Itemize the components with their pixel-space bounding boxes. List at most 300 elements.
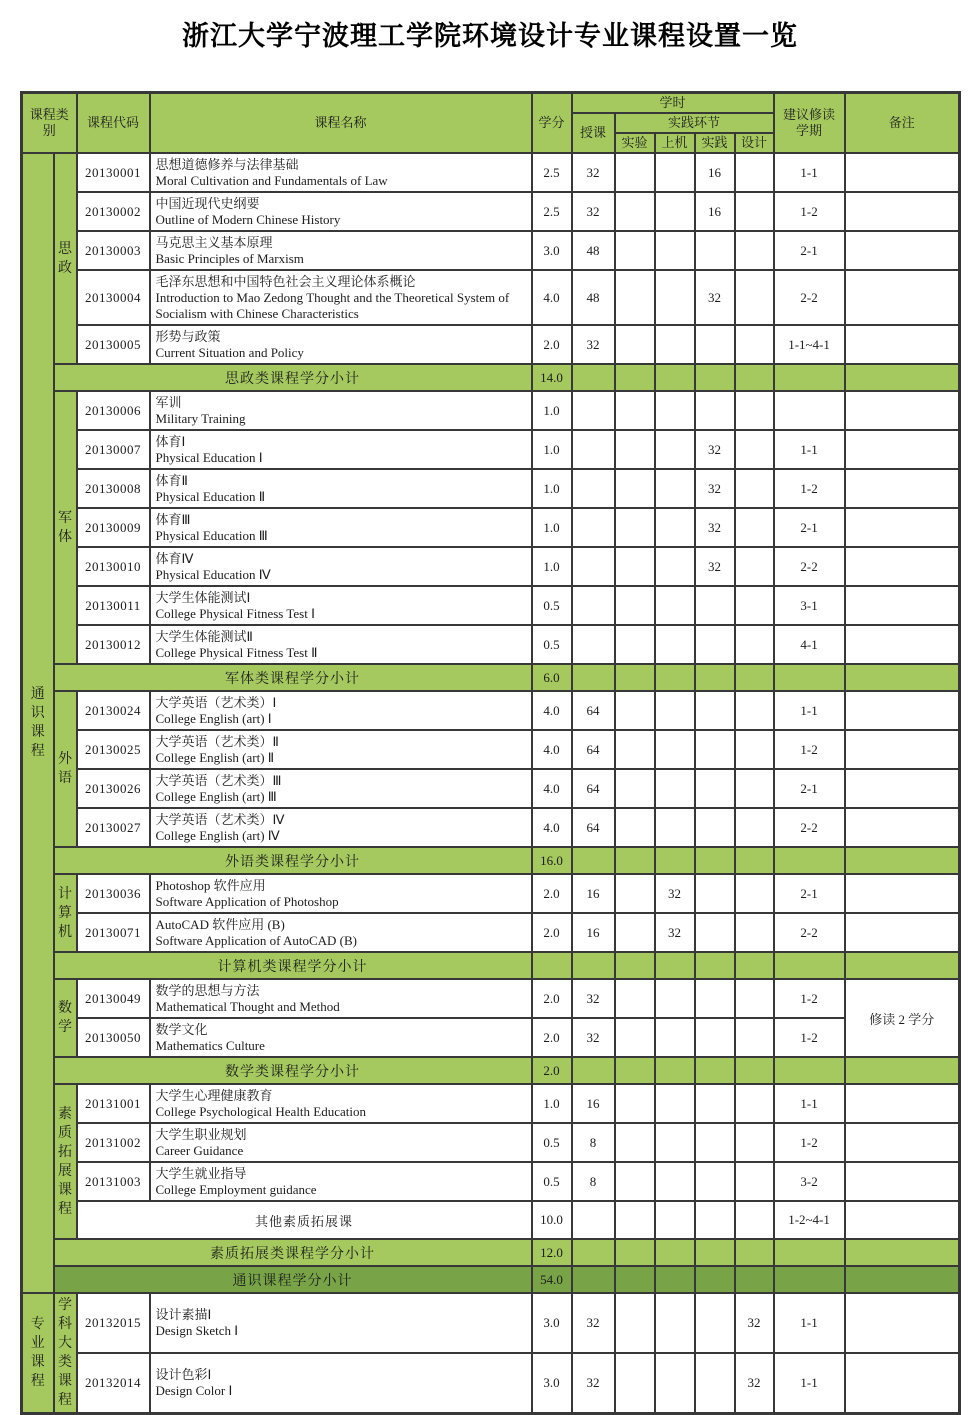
course-name-zh: 形势与政策	[155, 329, 221, 344]
course-name-en: Design Color Ⅰ	[155, 1383, 233, 1399]
subtotal-label-cell: 军体类课程学分小计	[54, 664, 532, 691]
remark-cell	[845, 691, 960, 730]
computer-hours-cell	[655, 325, 695, 364]
course-row	[22, 1162, 960, 1201]
course-code-cell: 20130024	[77, 691, 150, 730]
lecture-hours-cell: 16	[572, 913, 615, 952]
credits-cell: 3.0	[532, 1353, 572, 1414]
lecture-hours-cell: 8	[572, 1162, 615, 1201]
remark-cell	[845, 1084, 960, 1123]
subtotal-label-cell: 通识课程学分小计	[54, 1266, 532, 1293]
practice-hours-cell	[695, 1123, 735, 1162]
remark-cell	[845, 1162, 960, 1201]
course-name-cell	[150, 508, 532, 547]
course-name-zh: 体育Ⅱ	[155, 473, 188, 488]
computer-hours-cell	[655, 691, 695, 730]
lab-hours-cell	[615, 1123, 655, 1162]
course-name-en: Software Application of AutoCAD (B)	[155, 933, 357, 948]
other-course-row	[22, 1201, 960, 1239]
inner-category-cell	[54, 153, 77, 364]
course-name-en: Moral Cultivation and Fundamentals of Law	[155, 173, 388, 188]
credits-cell: 0.5	[532, 1123, 572, 1162]
course-name-zh: 设计色彩Ⅰ	[155, 1367, 212, 1383]
lab-hours-cell	[615, 1239, 655, 1266]
credits-cell: 1.0	[532, 547, 572, 586]
semester-cell: 2-1	[774, 508, 845, 547]
course-row	[22, 979, 960, 1018]
computer-hours-cell: 32	[655, 874, 695, 913]
computer-hours-cell	[655, 952, 695, 979]
lab-hours-cell	[615, 391, 655, 430]
remark-cell	[845, 847, 960, 874]
computer-hours-cell	[655, 391, 695, 430]
lecture-hours-cell: 32	[572, 1353, 615, 1414]
course-name-en: Physical Education Ⅲ	[155, 528, 268, 543]
category-label: 数学	[58, 1001, 72, 1035]
course-code-cell: 20130006	[77, 391, 150, 430]
credits-cell: 2.0	[532, 1018, 572, 1057]
course-name-en: Software Application of Photoshop	[155, 894, 339, 909]
lecture-hours-cell: 64	[572, 730, 615, 769]
semester-cell	[774, 664, 845, 691]
credits-cell: 0.5	[532, 586, 572, 625]
course-code-cell: 20132014	[77, 1353, 150, 1414]
lab-hours-cell	[615, 1201, 655, 1239]
design-hours-cell	[735, 1162, 774, 1201]
practice-hours-cell	[695, 952, 735, 979]
lab-hours-cell	[615, 469, 655, 508]
practice-hours-cell	[695, 1057, 735, 1084]
course-name-en: Design Sketch Ⅰ	[155, 1323, 239, 1339]
remark-cell	[845, 1293, 960, 1353]
design-hours-cell	[735, 808, 774, 847]
practice-hours-cell: 32	[695, 270, 735, 325]
course-row	[22, 1018, 960, 1057]
lecture-hours-cell	[572, 847, 615, 874]
design-hours-cell: 32	[735, 1293, 774, 1353]
lab-hours-cell	[615, 1162, 655, 1201]
course-name-zh: 大学生心理健康教育	[155, 1088, 273, 1103]
lecture-hours-cell: 32	[572, 325, 615, 364]
header-name: 课程名称	[150, 93, 532, 154]
course-name-zh: 大学生就业指导	[155, 1166, 247, 1181]
design-hours-cell	[735, 691, 774, 730]
course-name-zh: 军训	[155, 395, 182, 410]
design-hours-cell	[735, 547, 774, 586]
course-code-cell: 20130011	[77, 586, 150, 625]
semester-cell: 1-1	[774, 691, 845, 730]
course-row	[22, 913, 960, 952]
subtotal-credits-cell: 2.0	[532, 1057, 572, 1084]
remark-cell	[845, 769, 960, 808]
design-hours-cell	[735, 1123, 774, 1162]
computer-hours-cell	[655, 1201, 695, 1239]
lecture-hours-cell	[572, 1201, 615, 1239]
course-code-cell: 20130050	[77, 1018, 150, 1057]
course-name-cell	[150, 1353, 532, 1414]
practice-hours-cell	[695, 1018, 735, 1057]
credits-cell: 2.0	[532, 979, 572, 1018]
document-page	[0, 14, 980, 1408]
semester-cell: 1-1	[774, 1293, 845, 1353]
design-hours-cell	[735, 847, 774, 874]
lab-hours-cell	[615, 979, 655, 1018]
design-hours-cell	[735, 364, 774, 391]
semester-cell: 1-2	[774, 192, 845, 231]
lab-hours-cell	[615, 664, 655, 691]
computer-hours-cell	[655, 469, 695, 508]
remark-cell	[845, 508, 960, 547]
semester-cell: 2-2	[774, 808, 845, 847]
course-name-cell	[150, 430, 532, 469]
course-code-cell: 20130003	[77, 231, 150, 270]
course-name-zh: 思想道德修养与法律基础	[155, 157, 299, 172]
course-row	[22, 231, 960, 270]
other-course-label-cell: 其他素质拓展课	[77, 1201, 532, 1239]
semester-cell: 1-1	[774, 430, 845, 469]
lecture-hours-cell: 64	[572, 769, 615, 808]
lecture-hours-cell: 32	[572, 1018, 615, 1057]
category-label: 专业课程	[30, 1317, 45, 1389]
computer-hours-cell	[655, 192, 695, 231]
page-title: 浙江大学宁波理工学院环境设计专业课程设置一览	[182, 21, 798, 51]
remark-cell	[845, 1353, 960, 1414]
subtotal-credits-cell: 6.0	[532, 664, 572, 691]
course-code-cell: 20130001	[77, 153, 150, 192]
semester-cell: 1-1~4-1	[774, 325, 845, 364]
course-code-cell: 20130007	[77, 430, 150, 469]
lab-hours-cell	[615, 913, 655, 952]
lecture-hours-cell	[572, 1266, 615, 1293]
practice-hours-cell	[695, 625, 735, 664]
header-hours: 学时	[572, 93, 774, 114]
outer-category-cell	[22, 153, 54, 1293]
inner-category-cell	[54, 391, 77, 664]
course-row	[22, 547, 960, 586]
course-name-cell	[150, 192, 532, 231]
course-code-cell: 20130002	[77, 192, 150, 231]
practice-hours-cell	[695, 1266, 735, 1293]
course-code-cell: 20130025	[77, 730, 150, 769]
course-name-cell	[150, 808, 532, 847]
lab-hours-cell	[615, 1293, 655, 1353]
design-hours-cell	[735, 270, 774, 325]
computer-hours-cell	[655, 1057, 695, 1084]
remark-cell: 修读 2 学分	[845, 979, 960, 1057]
lab-hours-cell	[615, 1057, 655, 1084]
lab-hours-cell	[615, 952, 655, 979]
lab-hours-cell	[615, 270, 655, 325]
subtotal-credits-cell	[532, 952, 572, 979]
semester-cell: 2-2	[774, 913, 845, 952]
course-name-en: College English (art) Ⅱ	[155, 750, 275, 765]
credits-cell: 2.0	[532, 325, 572, 364]
course-name-cell	[150, 913, 532, 952]
course-row	[22, 1123, 960, 1162]
lecture-hours-cell	[572, 625, 615, 664]
subtotal-credits-cell: 16.0	[532, 847, 572, 874]
design-hours-cell	[735, 1084, 774, 1123]
computer-hours-cell	[655, 808, 695, 847]
practice-hours-cell	[695, 325, 735, 364]
subtotal-label-cell: 思政类课程学分小计	[54, 364, 532, 391]
semester-cell: 4-1	[774, 625, 845, 664]
subtotal-row	[22, 664, 960, 691]
lecture-hours-cell: 64	[572, 808, 615, 847]
remark-cell	[845, 1123, 960, 1162]
course-name-cell	[150, 391, 532, 430]
remark-cell	[845, 430, 960, 469]
subtotal-label-cell: 素质拓展类课程学分小计	[54, 1239, 532, 1266]
remark-cell	[845, 913, 960, 952]
credits-cell: 1.0	[532, 391, 572, 430]
lab-hours-cell	[615, 1353, 655, 1414]
credits-cell: 1.0	[532, 430, 572, 469]
semester-cell	[774, 952, 845, 979]
practice-hours-cell	[695, 1162, 735, 1201]
credits-cell: 2.5	[532, 192, 572, 231]
practice-hours-cell	[695, 664, 735, 691]
semester-cell: 2-2	[774, 270, 845, 325]
category-label: 素质拓展课程	[58, 1106, 72, 1217]
design-hours-cell	[735, 1239, 774, 1266]
header-practice: 实践	[695, 133, 735, 153]
practice-hours-cell	[695, 808, 735, 847]
practice-hours-cell	[695, 730, 735, 769]
computer-hours-cell	[655, 364, 695, 391]
course-code-cell: 20130004	[77, 270, 150, 325]
semester-cell	[774, 1266, 845, 1293]
lab-hours-cell	[615, 625, 655, 664]
practice-hours-cell	[695, 1201, 735, 1239]
lecture-hours-cell: 32	[572, 153, 615, 192]
course-name-en: Basic Principles of Marxism	[155, 251, 304, 266]
practice-hours-cell: 16	[695, 153, 735, 192]
header-lecture: 授课	[572, 113, 615, 153]
subtotal-row	[22, 1239, 960, 1266]
lecture-hours-cell	[572, 508, 615, 547]
credits-cell: 0.5	[532, 1162, 572, 1201]
lab-hours-cell	[615, 508, 655, 547]
design-hours-cell	[735, 874, 774, 913]
header-lab: 实验	[615, 133, 655, 153]
remark-cell	[845, 874, 960, 913]
course-row	[22, 808, 960, 847]
course-row	[22, 508, 960, 547]
computer-hours-cell	[655, 979, 695, 1018]
credits-cell: 4.0	[532, 808, 572, 847]
category-label: 军体	[58, 510, 72, 545]
lab-hours-cell	[615, 231, 655, 270]
semester-cell: 2-2	[774, 547, 845, 586]
course-name-cell	[150, 1084, 532, 1123]
remark-cell	[845, 1239, 960, 1266]
practice-hours-cell	[695, 691, 735, 730]
course-row	[22, 586, 960, 625]
remark-cell	[845, 153, 960, 192]
computer-hours-cell	[655, 508, 695, 547]
remark-cell	[845, 325, 960, 364]
course-code-cell: 20131002	[77, 1123, 150, 1162]
remark-cell	[845, 586, 960, 625]
course-name-cell	[150, 1162, 532, 1201]
lecture-hours-cell	[572, 430, 615, 469]
practice-hours-cell	[695, 364, 735, 391]
computer-hours-cell	[655, 1266, 695, 1293]
course-name-zh: 数学文化	[155, 1022, 208, 1037]
course-row	[22, 769, 960, 808]
course-name-en: College Employment guidance	[155, 1182, 317, 1197]
design-hours-cell	[735, 469, 774, 508]
course-row	[22, 325, 960, 364]
semester-cell: 1-1	[774, 153, 845, 192]
lab-hours-cell	[615, 847, 655, 874]
computer-hours-cell	[655, 1293, 695, 1353]
course-name-cell	[150, 586, 532, 625]
course-row	[22, 625, 960, 664]
lecture-hours-cell	[572, 586, 615, 625]
lab-hours-cell	[615, 547, 655, 586]
subtotal-credits-cell: 12.0	[532, 1239, 572, 1266]
semester-cell: 2-1	[774, 231, 845, 270]
course-name-cell	[150, 1293, 532, 1353]
header-credits: 学分	[532, 93, 572, 154]
lab-hours-cell	[615, 769, 655, 808]
semester-cell	[774, 391, 845, 430]
practice-hours-cell: 32	[695, 508, 735, 547]
course-name-en: Outline of Modern Chinese History	[155, 212, 341, 227]
category-label: 计算机	[58, 886, 72, 940]
remark-cell	[845, 231, 960, 270]
course-name-cell	[150, 325, 532, 364]
design-hours-cell	[735, 231, 774, 270]
lecture-hours-cell: 64	[572, 691, 615, 730]
course-name-zh: AutoCAD 软件应用 (B)	[155, 917, 285, 932]
remark-cell	[845, 808, 960, 847]
semester-cell: 1-1	[774, 1084, 845, 1123]
lecture-hours-cell	[572, 547, 615, 586]
credits-cell: 2.5	[532, 153, 572, 192]
course-name-en: Physical Education Ⅱ	[155, 489, 266, 504]
inner-category-cell	[54, 874, 77, 952]
semester-cell: 1-2	[774, 979, 845, 1018]
practice-hours-cell	[695, 1239, 735, 1266]
lecture-hours-cell	[572, 1239, 615, 1266]
header-computer: 上机	[655, 133, 695, 153]
course-name-en: Physical Education Ⅰ	[155, 450, 263, 465]
course-name-zh: 中国近现代史纲要	[155, 196, 260, 211]
practice-hours-cell	[695, 913, 735, 952]
computer-hours-cell	[655, 1353, 695, 1414]
header-design: 设计	[735, 133, 774, 153]
lab-hours-cell	[615, 325, 655, 364]
practice-hours-cell	[695, 979, 735, 1018]
computer-hours-cell: 32	[655, 913, 695, 952]
inner-category-cell	[54, 979, 77, 1057]
course-row	[22, 391, 960, 430]
design-hours-cell: 32	[735, 1353, 774, 1414]
course-table-body	[22, 153, 960, 1414]
remark-cell	[845, 625, 960, 664]
credits-cell: 3.0	[532, 231, 572, 270]
practice-hours-cell	[695, 874, 735, 913]
subtotal-label-cell: 计算机类课程学分小计	[54, 952, 532, 979]
semester-cell: 1-2	[774, 1123, 845, 1162]
computer-hours-cell	[655, 625, 695, 664]
computer-hours-cell	[655, 769, 695, 808]
design-hours-cell	[735, 952, 774, 979]
lecture-hours-cell	[572, 952, 615, 979]
practice-hours-cell	[695, 769, 735, 808]
course-name-cell	[150, 231, 532, 270]
inner-category-cell	[54, 691, 77, 847]
course-code-cell: 20130009	[77, 508, 150, 547]
design-hours-cell	[735, 625, 774, 664]
header-row-1	[22, 93, 960, 114]
credits-cell: 1.0	[532, 1084, 572, 1123]
computer-hours-cell	[655, 153, 695, 192]
design-hours-cell	[735, 1266, 774, 1293]
remark-cell	[845, 952, 960, 979]
practice-hours-cell	[695, 847, 735, 874]
course-name-en: Introduction to Mao Zedong Thought and the Theoretical System of Socialism with Chinese Characteristics	[155, 290, 510, 321]
course-name-cell	[150, 979, 532, 1018]
credits-cell: 2.0	[532, 874, 572, 913]
lab-hours-cell	[615, 364, 655, 391]
design-hours-cell	[735, 730, 774, 769]
design-hours-cell	[735, 508, 774, 547]
remark-cell	[845, 547, 960, 586]
course-row	[22, 730, 960, 769]
practice-hours-cell	[695, 586, 735, 625]
practice-hours-cell: 32	[695, 430, 735, 469]
course-name-en: College English (art) Ⅰ	[155, 711, 272, 726]
design-hours-cell	[735, 153, 774, 192]
credits-cell: 3.0	[532, 1293, 572, 1353]
computer-hours-cell	[655, 586, 695, 625]
course-name-cell	[150, 469, 532, 508]
credits-cell: 2.0	[532, 913, 572, 952]
design-hours-cell	[735, 1057, 774, 1084]
course-name-cell	[150, 547, 532, 586]
design-hours-cell	[735, 769, 774, 808]
course-table-head	[22, 93, 960, 154]
credits-cell: 1.0	[532, 508, 572, 547]
practice-hours-cell: 32	[695, 547, 735, 586]
inner-category-cell	[54, 1084, 77, 1239]
lecture-hours-cell	[572, 364, 615, 391]
subtotal-credits-cell: 54.0	[532, 1266, 572, 1293]
course-name-zh: 大学生体能测试Ⅱ	[155, 629, 253, 644]
lab-hours-cell	[615, 874, 655, 913]
credits-cell: 1.0	[532, 469, 572, 508]
course-name-cell	[150, 1018, 532, 1057]
course-name-zh: 体育Ⅰ	[155, 434, 186, 449]
lecture-hours-cell: 16	[572, 874, 615, 913]
credits-cell: 4.0	[532, 730, 572, 769]
semester-cell: 2-1	[774, 769, 845, 808]
practice-hours-cell: 32	[695, 469, 735, 508]
subtotal-label-cell: 数学类课程学分小计	[54, 1057, 532, 1084]
subtotal-row	[22, 1057, 960, 1084]
lab-hours-cell	[615, 1266, 655, 1293]
credits-cell: 0.5	[532, 625, 572, 664]
course-code-cell: 20130027	[77, 808, 150, 847]
computer-hours-cell	[655, 730, 695, 769]
header-code: 课程代码	[77, 93, 150, 154]
design-hours-cell	[735, 325, 774, 364]
credits-cell: 4.0	[532, 270, 572, 325]
